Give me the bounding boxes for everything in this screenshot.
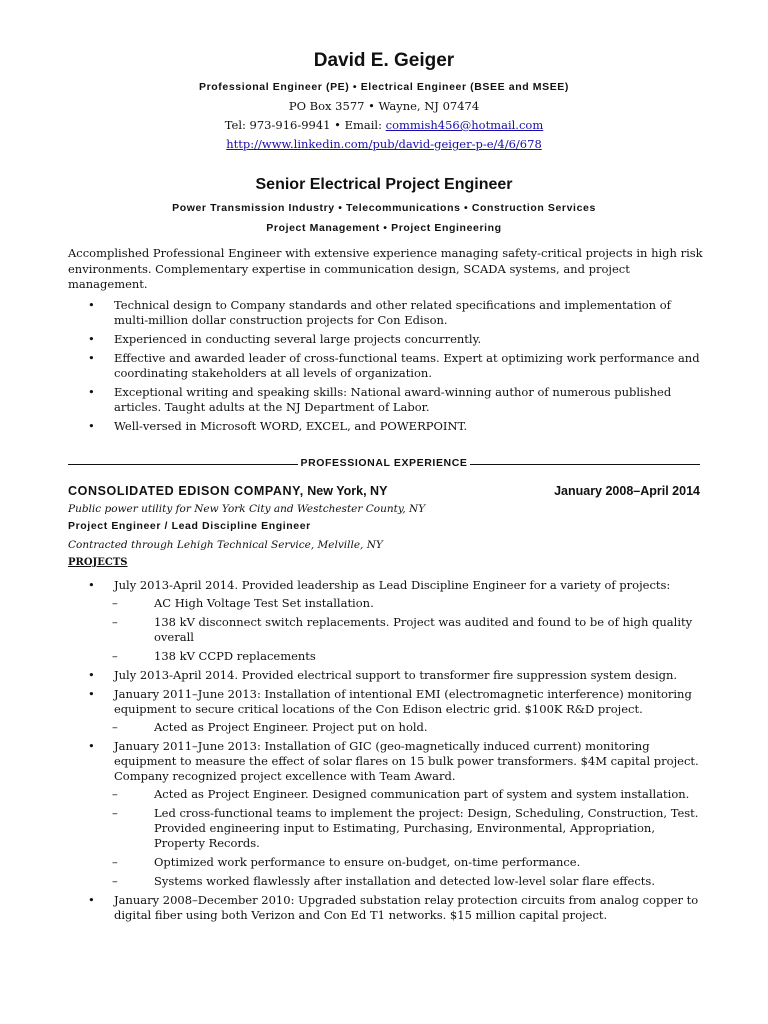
project-subitem: – AC High Voltage Test Set installation. bbox=[112, 596, 374, 610]
industries-line: Power Transmission Industry • Telecommunications • Construction Services bbox=[172, 202, 596, 214]
summary-bullet: • Well-versed in Microsoft WORD, EXCEL, and POWERPOINT. bbox=[88, 419, 468, 433]
company-location: New York, NY bbox=[307, 484, 388, 498]
email-link[interactable]: commish456@hotmail.com bbox=[385, 118, 544, 132]
linkedin-line bbox=[0, 137, 768, 151]
project-subitem: – Led cross-functional teams to implement the project: Design, Scheduling, Construction, Test. Provided engineering input to Estimating, Purchasing, Environmental, Appropriation, Property Records. bbox=[112, 806, 699, 850]
project-subitems bbox=[114, 787, 708, 889]
project-subitem: – Systems worked flawlessly after installation and detected low-level solar flare effects. bbox=[112, 874, 655, 888]
headline-title: Senior Electrical Project Engineer bbox=[255, 176, 513, 193]
company-row bbox=[68, 484, 700, 498]
project-item: • July 2013-April 2014. Provided leadership as Lead Discipline Engineer for a variety of projects: – AC High Voltage Test Set installation. – 138 kV disconnect switch replacements. Project was audited and found to be of high quality overall – 138 kV CCPD replacements bbox=[68, 578, 708, 664]
projects-heading: PROJECTS bbox=[68, 557, 128, 568]
project-item: • January 2008–December 2010: Upgraded substation relay protection circuits from analog copper to digital fiber using both Verizon and Con Ed T1 networks. $15 million capital project. bbox=[88, 893, 699, 922]
summary-bullet: • Exceptional writing and speaking skills: National award-winning author of numerous published articles. Taught adults at the NJ Department of Labor. bbox=[88, 385, 672, 414]
phone-text: Tel: 973-916-9941 • Email: bbox=[224, 118, 386, 132]
linkedin-link[interactable]: http://www.linkedin.com/pub/david-geiger-p-e/4/6/678 bbox=[226, 137, 542, 151]
employment-dates: January 2008–April 2014 bbox=[554, 484, 700, 498]
summary-bullet: • Technical design to Company standards and other related specifications and implementation of multi-million dollar construction projects for Con Edison. bbox=[88, 298, 671, 327]
contact-line bbox=[0, 118, 768, 132]
specialties-line: Project Management • Project Engineering bbox=[266, 222, 502, 234]
company-description: Public power utility for New York City and Westchester County, NY bbox=[68, 503, 426, 515]
candidate-name: David E. Geiger bbox=[313, 50, 455, 71]
project-subitems bbox=[114, 596, 708, 664]
job-role: Project Engineer / Lead Discipline Engineer bbox=[68, 520, 311, 532]
project-item: • January 2011–June 2013: Installation of intentional EMI (electromagnetic interference) monitoring equipment to secure critical locations of the Con Edison electric grid. $100K R&D project. – Acted as Project Engineer. Project put on hold. bbox=[68, 687, 708, 735]
company-name: CONSOLIDATED EDISON COMPANY, bbox=[68, 484, 304, 498]
project-item: • July 2013-April 2014. Provided electrical support to transformer fire suppression system design. bbox=[88, 668, 678, 682]
summary-bullet: • Effective and awarded leader of cross-functional teams. Expert at optimizing work performance and coordinating stakeholders at all levels of organization. bbox=[88, 351, 700, 380]
projects-list bbox=[68, 578, 708, 927]
project-subitems bbox=[114, 720, 708, 735]
contract-note: Contracted through Lehigh Technical Service, Melville, NY bbox=[68, 539, 383, 551]
project-item: • January 2011–June 2013: Installation of GIC (geo-magnetically induced current) monitoring equipment to measure the effect of solar flares on 15 bulk power transformers. $4M capital project. Company recognized project excellence with Team Award. – Acted as Project Engineer. Designed communication part of system and system installation. – Led cross-functional teams to implement the project: Design, Scheduling, Construction, Test. Provided engineering input to Estimating, Purchasing, Environmental, Appropriation, Property Records. – Optimized work performance to ensure on-budget, on-time performance. – Systems worked flawlessly after installation and detected low-level solar flare effects. bbox=[68, 739, 708, 889]
project-subitem: – Acted as Project Engineer. Project put on hold. bbox=[112, 720, 428, 734]
summary-paragraph: Accomplished Professional Engineer with extensive experience managing safety-critical projects in high risk environments. Complementary expertise in communication design, SCADA systems, and project management. bbox=[68, 246, 703, 291]
address-line: PO Box 3577 • Wayne, NJ 07474 bbox=[288, 99, 480, 113]
project-subitem: – 138 kV disconnect switch replacements. Project was audited and found to be of high quality overall bbox=[112, 615, 693, 644]
section-heading: PROFESSIONAL EXPERIENCE bbox=[300, 457, 468, 469]
project-subitem: – Acted as Project Engineer. Designed communication part of system and system installation. bbox=[112, 787, 690, 801]
summary-bullets bbox=[68, 298, 708, 438]
project-subitem: – Optimized work performance to ensure on-budget, on-time performance. bbox=[112, 855, 581, 869]
credentials-line: Professional Engineer (PE) • Electrical Engineer (BSEE and MSEE) bbox=[199, 81, 569, 93]
project-subitem: – 138 kV CCPD replacements bbox=[112, 649, 316, 663]
summary-bullet: • Experienced in conducting several large projects concurrently. bbox=[88, 332, 482, 346]
experience-section-divider bbox=[68, 458, 700, 468]
